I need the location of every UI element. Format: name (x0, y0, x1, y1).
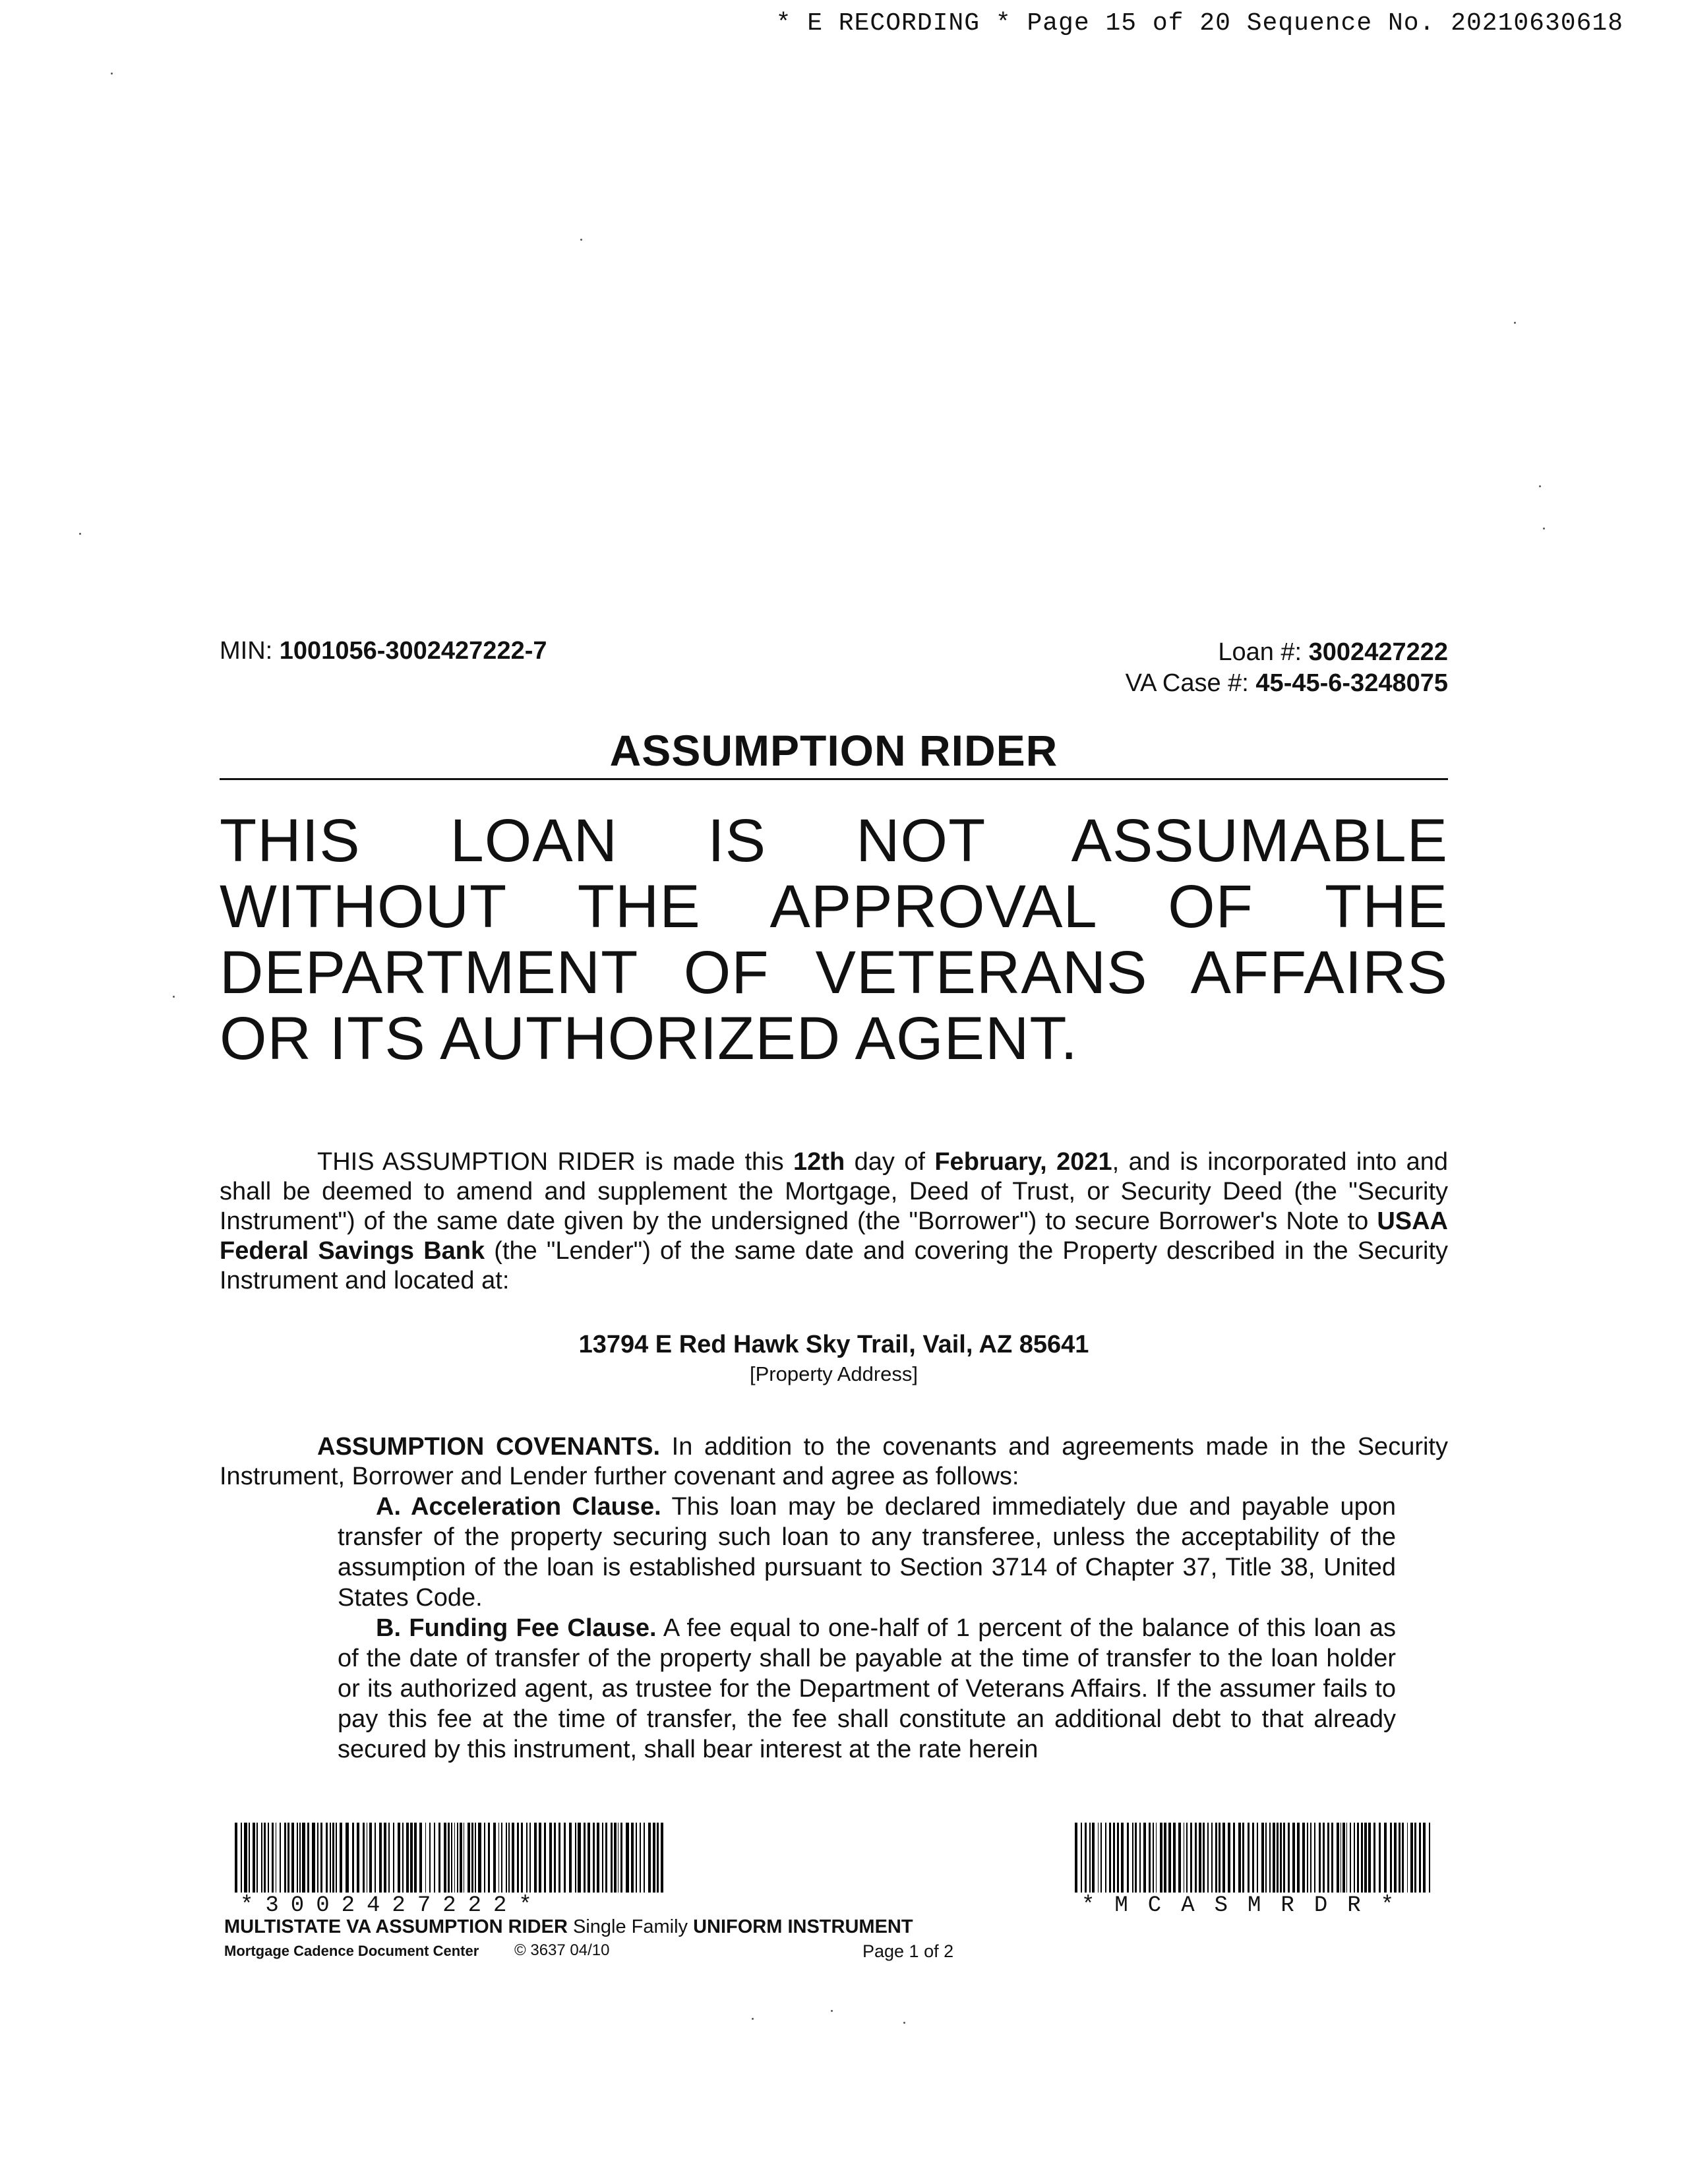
barcode-bar (506, 1823, 507, 1893)
barcode-bar (657, 1823, 659, 1893)
barcode-bar (1085, 1823, 1087, 1893)
barcode-bar (611, 1823, 613, 1893)
barcode-bar (1153, 1823, 1154, 1893)
barcode-bar (554, 1823, 556, 1893)
barcode-bar (357, 1823, 359, 1893)
scan-speck (1539, 485, 1541, 487)
funding-fee-clause-text: A fee equal to one-half of 1 percent of the balance of this loan as of the date of transfer of the property shall be payable at the time of transfer to the loan holder or its authorized agent, as trustee for the Department of Veterans Affairs. If the assumer fails to pay this fee at the time of transfer, the fee shall constitute an additional debt to that already secured by this instrument, shall bear interest at the rate herein (338, 1614, 1396, 1763)
loan-value: 3002427222 (1308, 638, 1448, 666)
barcode-bar (393, 1823, 395, 1893)
barcode-bar (367, 1823, 368, 1893)
footer-title-part-1: MULTISTATE VA ASSUMPTION RIDER (224, 1916, 568, 1937)
barcode-bar (352, 1823, 355, 1893)
barcode-bar (1075, 1823, 1077, 1893)
barcode-bar (1302, 1823, 1305, 1893)
barcode-bar (384, 1823, 386, 1893)
barcode-bar (614, 1823, 617, 1893)
scan-speck (903, 2022, 905, 2024)
scan-speck (1514, 322, 1516, 324)
barcode-bar (605, 1823, 607, 1893)
barcode-bar (284, 1823, 286, 1893)
barcode-bar (529, 1823, 531, 1893)
barcode-bar (620, 1823, 622, 1893)
barcode-bar (451, 1823, 452, 1893)
barcode-bar (1342, 1823, 1344, 1893)
barcode-bar (661, 1823, 663, 1893)
barcode-bar (1242, 1823, 1244, 1893)
barcode-bar (588, 1823, 590, 1893)
barcode-bar (549, 1823, 552, 1893)
loan-barcode-text: *3002427222* (240, 1893, 544, 1918)
barcode-bar (363, 1823, 365, 1893)
barcode-bar (488, 1823, 490, 1893)
barcode-bar (644, 1823, 646, 1893)
footer-copyright: © 3637 04/10 (514, 1941, 610, 1959)
scan-speck (580, 239, 582, 241)
barcode-bar (1203, 1823, 1205, 1893)
barcode-bar (534, 1823, 537, 1893)
barcode-bar (1089, 1823, 1091, 1893)
barcode-bar (276, 1823, 277, 1893)
barcode-bar (544, 1823, 546, 1893)
barcode-bar (1261, 1823, 1263, 1893)
lender-name: USAA Federal Savings Bank (220, 1207, 1448, 1265)
barcode-bar (346, 1823, 348, 1893)
scan-speck (831, 2010, 833, 2012)
barcode-bar (653, 1823, 655, 1893)
barcode-bar (272, 1823, 274, 1893)
barcode-bar (640, 1823, 641, 1893)
barcode-bar (1288, 1823, 1290, 1893)
barcode-bar (558, 1823, 561, 1893)
barcode-bar (602, 1823, 603, 1893)
barcode-bar (636, 1823, 637, 1893)
barcode-bar (597, 1823, 599, 1893)
barcode-bar (336, 1823, 337, 1893)
barcode-bar (235, 1823, 237, 1893)
barcode-bar (593, 1823, 595, 1893)
barcode-bar (402, 1823, 404, 1893)
barcode-bar (1357, 1823, 1359, 1893)
barcode-bar (1269, 1823, 1271, 1893)
barcode-bar (1238, 1823, 1241, 1893)
barcode-bar (1178, 1823, 1181, 1893)
scan-speck (1543, 528, 1545, 530)
covenants-heading: ASSUMPTION COVENANTS. (317, 1433, 661, 1461)
barcode-bar (299, 1823, 301, 1893)
scan-speck (752, 2018, 754, 2020)
min-value: 1001056-3002427222-7 (279, 637, 547, 665)
loan-identifiers (1126, 637, 1448, 699)
barcode-bar (1265, 1823, 1267, 1893)
title-rule (220, 778, 1448, 780)
barcode-bar (1327, 1823, 1329, 1893)
scan-speck (111, 73, 113, 75)
barcode-bar (1410, 1823, 1412, 1893)
barcode-bar (569, 1823, 572, 1893)
barcode-bar (1314, 1823, 1315, 1893)
barcode-bar (517, 1823, 519, 1893)
barcode-bar (419, 1823, 422, 1893)
barcode-bar (1098, 1823, 1099, 1893)
footer-title-part-2: Single Family (567, 1916, 694, 1937)
barcode-bar (498, 1823, 500, 1893)
barcode-bar (1394, 1823, 1397, 1893)
barcode-bar (512, 1823, 514, 1893)
barcode-bar (444, 1823, 446, 1893)
barcode-bar (1248, 1823, 1249, 1893)
barcode-bar (1184, 1823, 1185, 1893)
barcode-bar (1337, 1823, 1339, 1893)
barcode-bar (1199, 1823, 1201, 1893)
barcode-bar (388, 1823, 390, 1893)
barcode-bar (1364, 1823, 1367, 1893)
barcode-bar (312, 1823, 315, 1893)
barcode-bar (429, 1823, 431, 1893)
barcode-bar (1190, 1823, 1192, 1893)
barcode-bar (578, 1823, 580, 1893)
barcode-bar (1368, 1823, 1371, 1893)
barcode-bar (1419, 1823, 1421, 1893)
document-title: ASSUMPTION RIDER (609, 726, 1058, 775)
barcode-bar (575, 1823, 577, 1893)
barcode-bar (1407, 1823, 1408, 1893)
clauses (338, 1492, 1396, 1765)
intro-text-3: , and is incorporated into and shall be deemed to amend and supplement the Mortgage, Deed of Trust, or Security Deed (the "Security Instrument") of the same date given by the undersigned (the "Borrower") to secure Borrower's Note to (220, 1148, 1448, 1235)
barcode-bar (1252, 1823, 1254, 1893)
barcode-bar (1081, 1823, 1082, 1893)
assumability-warning: THIS LOAN IS NOT ASSUMABLE WITHOUT THE APPROVAL OF THE DEPARTMENT OF VETERANS AFFAIRS OR ITS AUTHORIZED AGENT. (220, 807, 1448, 1072)
footer-title-part-3: UNIFORM INSTRUMENT (693, 1916, 913, 1937)
barcode-bar (438, 1823, 440, 1893)
barcode-bar (448, 1823, 450, 1893)
barcode-bar (326, 1823, 328, 1893)
scan-speck (79, 533, 81, 535)
barcode-bar (1100, 1823, 1102, 1893)
barcode-bar (1319, 1823, 1320, 1893)
barcode-bar (1283, 1823, 1284, 1893)
barcode-bar (1402, 1823, 1404, 1893)
barcode-bar (1228, 1823, 1230, 1893)
va-case-number (1126, 668, 1448, 699)
barcode-bar (1310, 1823, 1311, 1893)
rider-month-year: February, 2021 (934, 1148, 1112, 1176)
recording-stamp: * E RECORDING * Page 15 of 20 Sequence No. 20210630618 (775, 9, 1623, 38)
barcode-bar (249, 1823, 251, 1893)
barcode-bar (539, 1823, 541, 1893)
barcode-bar (244, 1823, 247, 1893)
barcode-bar (1207, 1823, 1209, 1893)
barcode-bar (261, 1823, 263, 1893)
barcode-bar (1222, 1823, 1225, 1893)
barcode-bar (1164, 1823, 1166, 1893)
footer-document-center: Mortgage Cadence Document Center (224, 1943, 479, 1959)
barcode-bar (425, 1823, 427, 1893)
min-label: MIN: (220, 637, 280, 665)
loan-number (1126, 637, 1448, 668)
barcode-bar (1280, 1823, 1282, 1893)
barcode-bar (268, 1823, 269, 1893)
barcode-bar (1429, 1823, 1430, 1893)
barcode-bar (521, 1823, 523, 1893)
barcode-bar (256, 1823, 258, 1893)
barcode-bar (460, 1823, 462, 1893)
barcode-bar (501, 1823, 502, 1893)
barcode-bar (631, 1823, 634, 1893)
barcode-bar (618, 1823, 619, 1893)
acceleration-clause-text: This loan may be declared immediately due and payable upon transfer of the property securing such loan to any transferee, unless the acceptability of the assumption of the loan is established pursuant to Section 3714 of Chapter 37, Title 38, United States Code. (338, 1493, 1396, 1612)
barcode-bar (1168, 1823, 1171, 1893)
barcode-bar (280, 1823, 281, 1893)
covenants-paragraph (220, 1432, 1448, 1492)
barcode-bar (1219, 1823, 1220, 1893)
barcode-bar (253, 1823, 255, 1893)
acceleration-clause (338, 1492, 1396, 1613)
barcode-bar (379, 1823, 382, 1893)
property-address-label: [Property Address] (749, 1362, 918, 1385)
barcode-bar (241, 1823, 242, 1893)
property-address: 13794 E Red Hawk Sky Trail, Vail, AZ 85641 (578, 1331, 1089, 1358)
barcode-bar (1143, 1823, 1146, 1893)
barcode-bar (410, 1823, 413, 1893)
barcode-bar (626, 1823, 628, 1893)
barcode-bar (1149, 1823, 1151, 1893)
intro-text-1: THIS ASSUMPTION RIDER is made this (317, 1148, 794, 1176)
form-barcode (1075, 1823, 1433, 1893)
barcode-bar (1399, 1823, 1400, 1893)
barcode-bar (1346, 1823, 1348, 1893)
scan-speck (173, 996, 175, 998)
barcode-bar (287, 1823, 290, 1893)
barcode-bar (1233, 1823, 1235, 1893)
intro-paragraph (220, 1147, 1448, 1296)
barcode-bar (414, 1823, 417, 1893)
barcode-bar (302, 1823, 305, 1893)
barcode-bar (1307, 1823, 1308, 1893)
covenants-text: In addition to the covenants and agreements made in the Security Instrument, Borrower and Lender further covenant and agree as follows: (220, 1433, 1448, 1490)
barcode-bar (1354, 1823, 1355, 1893)
funding-fee-clause-heading: B. Funding Fee Clause. (376, 1614, 657, 1642)
barcode-bar (1092, 1823, 1095, 1893)
barcode-bar (1139, 1823, 1141, 1893)
barcode-bar (340, 1823, 342, 1893)
barcode-bar (332, 1823, 335, 1893)
barcode-bar (1379, 1823, 1381, 1893)
footer-page-number: Page 1 of 2 (862, 1941, 954, 1961)
barcode-bar (508, 1823, 510, 1893)
barcode-bar (1384, 1823, 1387, 1893)
va-case-label: VA Case #: (1125, 669, 1256, 697)
barcode-bar (320, 1823, 322, 1893)
barcode-bar (398, 1823, 400, 1893)
barcode-bar (484, 1823, 486, 1893)
barcode-bar (454, 1823, 456, 1893)
barcode-bar (564, 1823, 566, 1893)
barcode-bar (1186, 1823, 1188, 1893)
barcode-bar (1117, 1823, 1119, 1893)
barcode-bar (526, 1823, 528, 1893)
barcode-bar (493, 1823, 496, 1893)
loan-barcode (235, 1823, 666, 1893)
barcode-bar (1277, 1823, 1279, 1893)
barcode-bar (1361, 1823, 1363, 1893)
barcode-bar (457, 1823, 458, 1893)
barcode-bar (1390, 1823, 1392, 1893)
barcode-bar (369, 1823, 372, 1893)
barcode-bar (1215, 1823, 1217, 1893)
barcode-bar (375, 1823, 376, 1893)
barcode-bar (1273, 1823, 1275, 1893)
barcode-bar (307, 1823, 310, 1893)
barcode-bar (1156, 1823, 1157, 1893)
barcode-bar (1373, 1823, 1375, 1893)
acceleration-clause-heading: A. Acceleration Clause. (376, 1493, 661, 1521)
barcode-bar (1160, 1823, 1162, 1893)
loan-label: Loan #: (1218, 638, 1309, 666)
barcode-bar (1341, 1823, 1342, 1893)
barcode-bar (1323, 1823, 1325, 1893)
rider-day: 12th (793, 1148, 845, 1176)
barcode-bar (297, 1823, 298, 1893)
barcode-bar (317, 1823, 319, 1893)
form-barcode-text: *MCASMRDR* (1081, 1893, 1414, 1918)
barcode-bar (434, 1823, 435, 1893)
barcode-bar (406, 1823, 409, 1893)
intro-text-2: day of (845, 1148, 935, 1176)
footer-form-title (224, 1916, 913, 1938)
barcode-bar (1127, 1823, 1128, 1893)
barcode-bar (467, 1823, 470, 1893)
barcode-bar (1113, 1823, 1114, 1893)
barcode-bar (1331, 1823, 1333, 1893)
barcode-bar (1423, 1823, 1426, 1893)
barcode-bar (264, 1823, 266, 1893)
barcode-bar (291, 1823, 294, 1893)
barcode-bar (464, 1823, 465, 1893)
barcode-bar (1173, 1823, 1176, 1893)
intro-text-4: (the "Lender") of the same date and covering the Property described in the Security Instrument and located at: (220, 1237, 1449, 1294)
barcode-bar (478, 1823, 481, 1893)
barcode-bar (471, 1823, 473, 1893)
barcode-bar (1121, 1823, 1124, 1893)
barcode-bar (1195, 1823, 1196, 1893)
barcode-bar (1135, 1823, 1137, 1893)
barcode-bar (475, 1823, 477, 1893)
barcode-bar (1350, 1823, 1351, 1893)
barcode-bar (648, 1823, 651, 1893)
funding-fee-clause (338, 1613, 1396, 1765)
va-case-value: 45-45-6-3248075 (1255, 669, 1448, 697)
barcode-bar (1297, 1823, 1300, 1893)
barcode-bar (1257, 1823, 1258, 1893)
min-number (220, 637, 547, 665)
barcode-bar (1292, 1823, 1295, 1893)
barcode-bar (330, 1823, 331, 1893)
barcode-bar (1132, 1823, 1133, 1893)
barcode-bar (1109, 1823, 1111, 1893)
barcode-bar (1414, 1823, 1416, 1893)
barcode-bar (584, 1823, 586, 1893)
barcode-bar (1105, 1823, 1106, 1893)
barcode-bar (1211, 1823, 1213, 1893)
